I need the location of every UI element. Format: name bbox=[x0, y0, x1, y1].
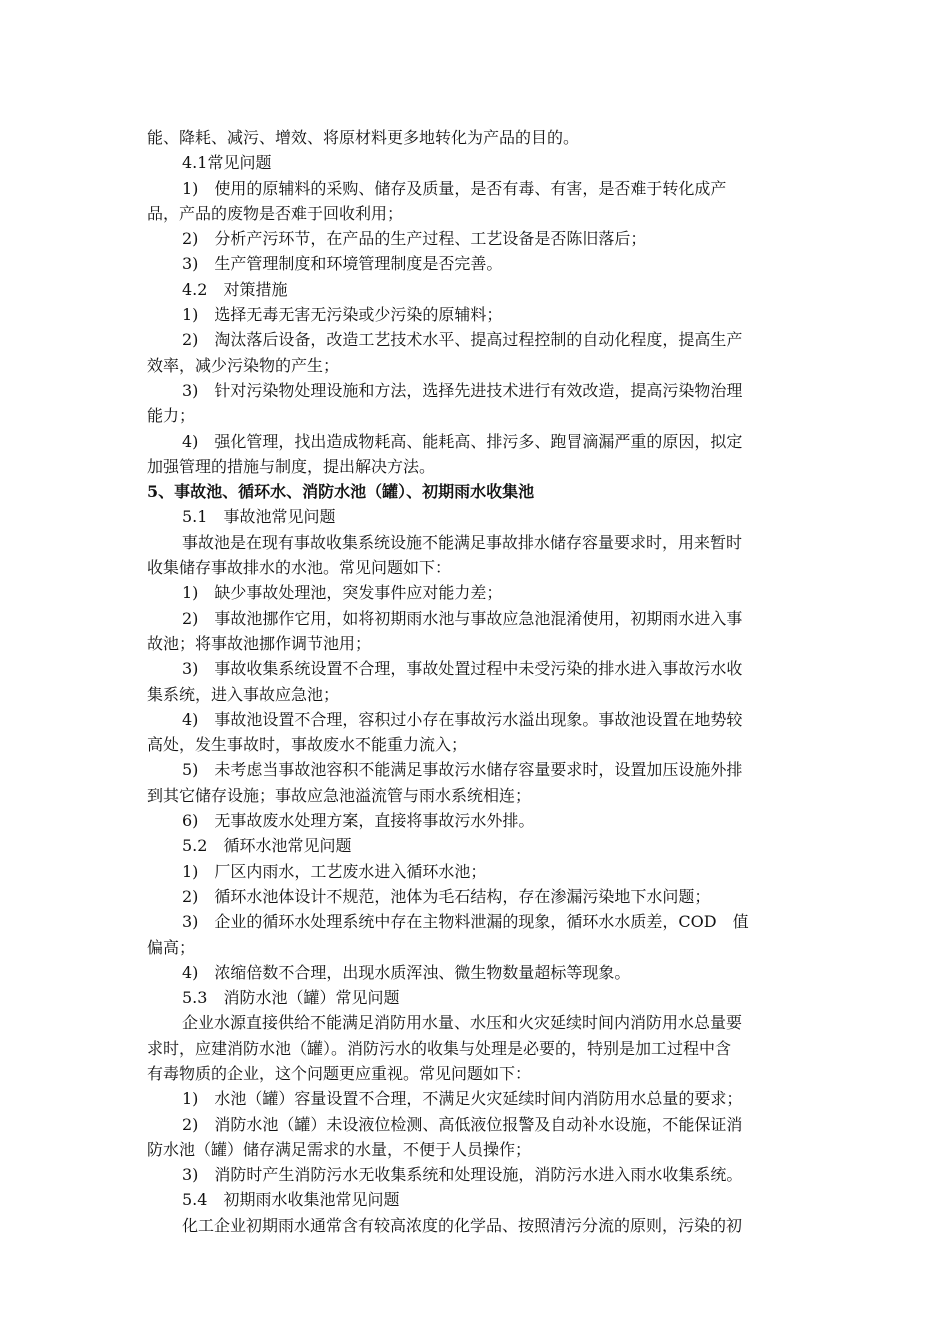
text-line: 4) 浓缩倍数不合理，出现水质浑浊、微生物数量超标等现象。 bbox=[182, 962, 631, 982]
text-line: 2) 消防水池（罐）未设液位检测、高低液位报警及自动补水设施，不能保证消 bbox=[182, 1114, 743, 1134]
text-line: 2) 淘汰落后设备，改造工艺技术水平、提高过程控制的自动化程度，提高生产 bbox=[182, 330, 743, 350]
text-line: 3) 消防时产生消防污水无收集系统和处理设施，消防污水进入雨水收集系统。 bbox=[182, 1165, 743, 1185]
text-line: 求时，应建消防水池（罐）。消防污水的收集与处理是必要的，特别是加工过程中含 bbox=[147, 1038, 732, 1058]
document-body bbox=[147, 125, 855, 1238]
text-line: 故池；将事故池挪作调节池用； bbox=[147, 633, 372, 653]
section-heading: 5、事故池、循环水、消防水池（罐）、初期雨水收集池 bbox=[147, 482, 535, 502]
text-line: 有毒物质的企业，这个问题更应重视。常见问题如下： bbox=[147, 1063, 532, 1083]
text-line: 5.2 循环水池常见问题 bbox=[182, 836, 352, 856]
text-line: 偏高； bbox=[147, 937, 196, 957]
text-line: 3) 事故收集系统设置不合理，事故处置过程中未受污染的排水进入事故污水收 bbox=[182, 659, 743, 679]
text-line: 2) 分析产污环节，在产品的生产过程、工艺设备是否陈旧落后； bbox=[182, 229, 647, 249]
text-line: 5.1 事故池常见问题 bbox=[182, 507, 336, 527]
text-line: 3) 针对污染物处理设施和方法，选择先进技术进行有效改造，提高污染物治理 bbox=[182, 380, 743, 400]
text-line: 3) 生产管理制度和环境管理制度是否完善。 bbox=[182, 254, 503, 274]
text-line: 能力； bbox=[147, 406, 196, 426]
text-line: 高处，发生事故时，事故废水不能重力流入； bbox=[147, 735, 468, 755]
text-line: 集系统，进入事故应急池； bbox=[147, 684, 340, 704]
text-line: 1) 使用的原辅料的采购、储存及质量，是否有毒、有害，是否难于转化成产 bbox=[182, 178, 727, 198]
text-line: 防水池（罐）储存满足需求的水量，不便于人员操作； bbox=[147, 1139, 532, 1159]
text-line: 事故池是在现有事故收集系统设施不能满足事故排水储存容量要求时，用来暂时 bbox=[182, 532, 743, 552]
text-line: 2) 事故池挪作它用，如将初期雨水池与事故应急池混淆使用，初期雨水进入事 bbox=[182, 608, 743, 628]
text-line: 2) 循环水池体设计不规范，池体为毛石结构，存在渗漏污染地下水问题； bbox=[182, 886, 711, 906]
text-line: 4) 事故池设置不合理，容积过小存在事故污水溢出现象。事故池设置在地势较 bbox=[182, 709, 743, 729]
text-line: 到其它储存设施；事故应急池溢流管与雨水系统相连； bbox=[147, 785, 532, 805]
text-line: 品，产品的废物是否难于回收利用； bbox=[147, 203, 404, 223]
text-line: 4) 强化管理，找出造成物耗高、能耗高、排污多、跑冒滴漏严重的原因，拟定 bbox=[182, 431, 743, 451]
text-line: 5.4 初期雨水收集池常见问题 bbox=[182, 1190, 400, 1210]
text-line: 1) 水池（罐）容量设置不合理，不满足火灾延续时间内消防用水总量的要求； bbox=[182, 1089, 743, 1109]
text-line: 5) 未考虑当事故池容积不能满足事故污水储存容量要求时，设置加压设施外排 bbox=[182, 760, 743, 780]
text-line: 4.1常见问题 bbox=[182, 153, 272, 173]
text-line: 企业水源直接供给不能满足消防用水量、水压和火灾延续时间内消防用水总量要 bbox=[182, 1013, 743, 1033]
text-line: 能、降耗、减污、增效、将原材料更多地转化为产品的目的。 bbox=[147, 128, 580, 147]
text-line: 1) 缺少事故处理池，突发事件应对能力差； bbox=[182, 583, 503, 603]
text-line: 6) 无事故废水处理方案，直接将事故污水外排。 bbox=[182, 811, 535, 831]
text-line: 化工企业初期雨水通常含有较高浓度的化学品、按照清污分流的原则，污染的初 bbox=[182, 1215, 743, 1235]
text-line: 效率，减少污染物的产生； bbox=[147, 355, 340, 375]
text-line: 加强管理的措施与制度，提出解决方法。 bbox=[147, 456, 436, 476]
text-line: 5.3 消防水池（罐）常见问题 bbox=[182, 988, 400, 1008]
text-line: 1) 选择无毒无害无污染或少污染的原辅料； bbox=[182, 305, 503, 325]
text-line: 收集储存事故排水的水池。常见问题如下： bbox=[147, 558, 452, 578]
text-line: 1) 厂区内雨水，工艺废水进入循环水池； bbox=[182, 861, 487, 881]
text-line: 4.2 对策措施 bbox=[182, 279, 288, 299]
text-line: 3) 企业的循环水处理系统中存在主物料泄漏的现象，循环水水质差，COD 值 bbox=[182, 912, 749, 932]
